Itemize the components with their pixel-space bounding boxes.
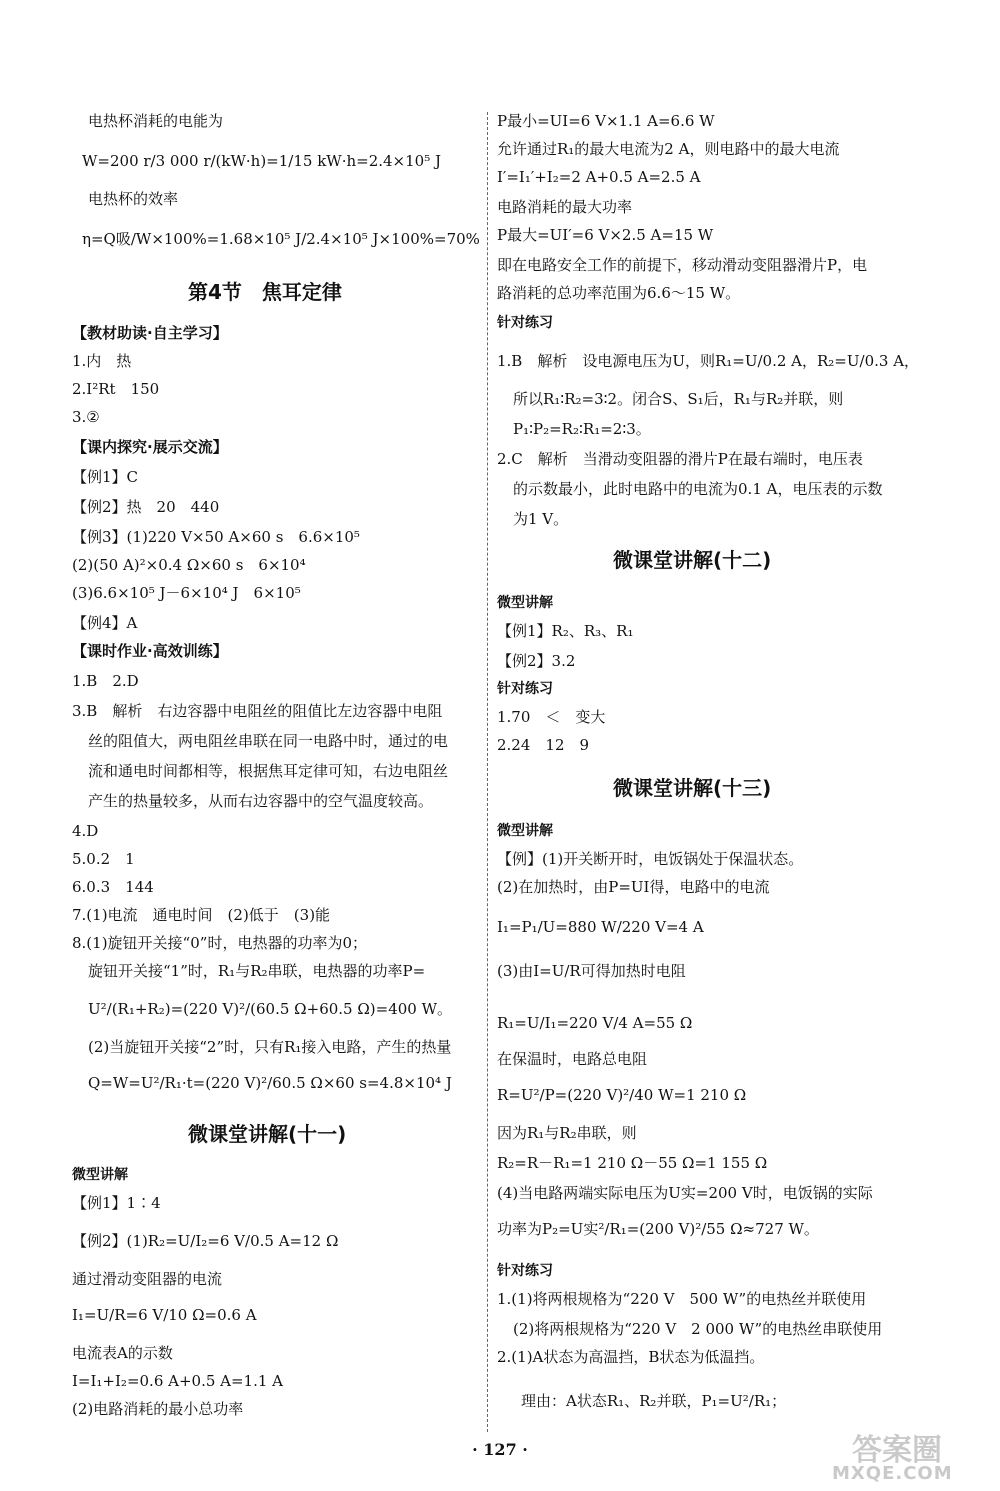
text-line: 路消耗的总功率范围为6.6～15 W。 <box>497 284 741 302</box>
text-line: 理由：A状态R₁、R₂并联，P₁=U²/R₁； <box>521 1392 787 1410</box>
text-line: R₁=U/I₁=220 V/4 A=55 Ω <box>497 1014 693 1032</box>
text-line: (2)将两根规格为“220 V 2 000 W”的电热丝串联使用 <box>513 1320 883 1338</box>
text-line: W=200 r/3 000 r/(kW·h)=1/15 kW·h=2.4×10⁵ J <box>82 152 442 170</box>
text-line: (2)(50 A)²×0.4 Ω×60 s 6×10⁴ <box>72 556 306 574</box>
text-line: 7.(1)电流 通电时间 (2)低于 (3)能 <box>72 906 331 924</box>
text-line: 【例1】C <box>72 468 139 486</box>
text-line: I₁=P₁/U=880 W/220 V=4 A <box>497 918 704 936</box>
section-heading: 微型讲解 <box>72 1167 128 1183</box>
section-heading: 【课内探究·展示交流】 <box>72 438 228 456</box>
section-heading: 微型讲解 <box>497 823 553 839</box>
text-line: η=Q吸/W×100%=1.68×10⁵ J/2.4×10⁵ J×100%=70% <box>82 230 480 248</box>
section-title: 第4节 焦耳定律 <box>188 280 342 304</box>
text-line: 因为R₁与R₂串联，则 <box>497 1124 637 1142</box>
section-title: 微课堂讲解(十三) <box>613 776 772 800</box>
text-line: 在保温时，电路总电阻 <box>497 1050 648 1068</box>
text-line: P最大=UI′=6 V×2.5 A=15 W <box>497 226 714 244</box>
text-line: Q=W=U²/R₁·t=(220 V)²/60.5 Ω×60 s=4.8×10⁴ J <box>88 1074 452 1092</box>
section-title: 微课堂讲解(十二) <box>613 548 772 572</box>
text-line: R₂=R－R₁=1 210 Ω－55 Ω=1 155 Ω <box>497 1154 768 1172</box>
watermark-logo-text: 答案圈 <box>852 1433 942 1468</box>
text-line: 通过滑动变阻器的电流 <box>72 1270 223 1288</box>
text-line: 4.D <box>72 822 99 840</box>
text-line: 5.0.2 1 <box>72 850 135 868</box>
section-heading: 【教材助读·自主学习】 <box>72 324 228 342</box>
text-line: 1.B 解析 设电源电压为U，则R₁=U/0.2 A，R₂=U/0.3 A， <box>497 352 920 370</box>
site-watermark <box>782 1425 982 1485</box>
section-heading: 微型讲解 <box>497 595 553 611</box>
text-line: 【例2】(1)R₂=U/I₂=6 V/0.5 A=12 Ω <box>72 1232 339 1250</box>
text-line: 为1 V。 <box>513 510 569 528</box>
watermark-url: MXQE.COM <box>832 1463 953 1484</box>
text-line: 【例2】热 20 440 <box>72 498 220 516</box>
section-heading: 【课时作业·高效训练】 <box>72 642 228 660</box>
text-line: (2)当旋钮开关接“2”时，只有R₁接入电路，产生的热量 <box>88 1038 452 1056</box>
text-line: U²/(R₁+R₂)=(220 V)²/(60.5 Ω+60.5 Ω)=400 W。 <box>88 1000 453 1018</box>
text-line: 8.(1)旋钮开关接“0”时，电热器的功率为0； <box>72 934 367 952</box>
text-line: 6.0.3 144 <box>72 878 154 896</box>
text-line: 3.② <box>72 408 100 426</box>
section-heading: 针对练习 <box>497 1263 553 1279</box>
text-line: I=I₁+I₂=0.6 A+0.5 A=1.1 A <box>72 1372 284 1390</box>
text-line: 产生的热量较多，从而右边容器中的空气温度较高。 <box>88 792 434 810</box>
text-line: 电流表A的示数 <box>72 1344 173 1362</box>
text-line: 2.C 解析 当滑动变阻器的滑片P在最右端时，电压表 <box>497 450 863 468</box>
text-line: 【例1】1∶4 <box>72 1194 161 1212</box>
text-line: 1.70 ＜ 变大 <box>497 708 606 726</box>
text-line: 所以R₁∶R₂=3∶2。闭合S、S₁后，R₁与R₂并联，则 <box>513 390 844 408</box>
text-line: (2)电路消耗的最小总功率 <box>72 1400 244 1418</box>
text-line: (2)在加热时，由P=UI得，电路中的电流 <box>497 878 770 896</box>
text-line: 即在电路安全工作的前提下，移动滑动变阻器滑片P，电 <box>497 256 868 274</box>
text-line: 1.内 热 <box>72 352 132 370</box>
text-line: (3)6.6×10⁵ J－6×10⁴ J 6×10⁵ <box>72 584 301 602</box>
text-line: 【例4】A <box>72 614 138 632</box>
text-line: 电热杯消耗的电能为 <box>88 112 224 130</box>
column-divider <box>487 112 488 1432</box>
text-line: 功率为P₂=U实²/R₁=(200 V)²/55 Ω≈727 W。 <box>497 1220 819 1238</box>
text-line: 3.B 解析 右边容器中电阻丝的阻值比左边容器中电阻 <box>72 702 443 720</box>
text-line: 1.B 2.D <box>72 672 139 690</box>
text-line: 流和通电时间都相等，根据焦耳定律可知，右边电阻丝 <box>88 762 449 780</box>
text-line: P最小=UI=6 V×1.1 A=6.6 W <box>497 112 715 130</box>
text-line: (3)由I=U/R可得加热时电阻 <box>497 962 686 980</box>
text-line: 2.I²Rt 150 <box>72 380 160 398</box>
page-number: · 127 · <box>472 1440 528 1459</box>
text-line: 电路消耗的最大功率 <box>497 198 633 216</box>
text-line: P₁∶P₂=R₂∶R₁=2∶3。 <box>513 420 651 438</box>
text-line: 【例3】(1)220 V×50 A×60 s 6.6×10⁵ <box>72 528 360 546</box>
text-line: (4)当电路两端实际电压为U实=200 V时，电饭锅的实际 <box>497 1184 873 1202</box>
text-line: 【例1】R₂、R₃、R₁ <box>497 622 634 640</box>
text-line: 【例】(1)开关断开时，电饭锅处于保温状态。 <box>497 850 804 868</box>
text-line: 1.(1)将两根规格为“220 V 500 W”的电热丝并联使用 <box>497 1290 867 1308</box>
text-line: 的示数最小，此时电路中的电流为0.1 A，电压表的示数 <box>513 480 883 498</box>
text-line: 【例2】3.2 <box>497 652 576 670</box>
section-title: 微课堂讲解(十一) <box>188 1122 347 1146</box>
text-line: I′=I₁′+I₂=2 A+0.5 A=2.5 A <box>497 168 701 186</box>
text-line: 电热杯的效率 <box>88 190 179 208</box>
text-line: I₁=U/R=6 V/10 Ω=0.6 A <box>72 1306 257 1324</box>
text-line: 2.(1)A状态为高温挡，B状态为低温挡。 <box>497 1348 765 1366</box>
text-line: 丝的阻值大，两电阻丝串联在同一电路中时，通过的电 <box>88 732 449 750</box>
section-heading: 针对练习 <box>497 315 553 331</box>
section-heading: 针对练习 <box>497 681 553 697</box>
text-line: 2.24 12 9 <box>497 736 590 754</box>
text-line: R=U²/P=(220 V)²/40 W=1 210 Ω <box>497 1086 747 1104</box>
text-line: 允许通过R₁的最大电流为2 A，则电路中的最大电流 <box>497 140 840 158</box>
text-line: 旋钮开关接“1”时，R₁与R₂串联，电热器的功率P= <box>88 962 426 980</box>
